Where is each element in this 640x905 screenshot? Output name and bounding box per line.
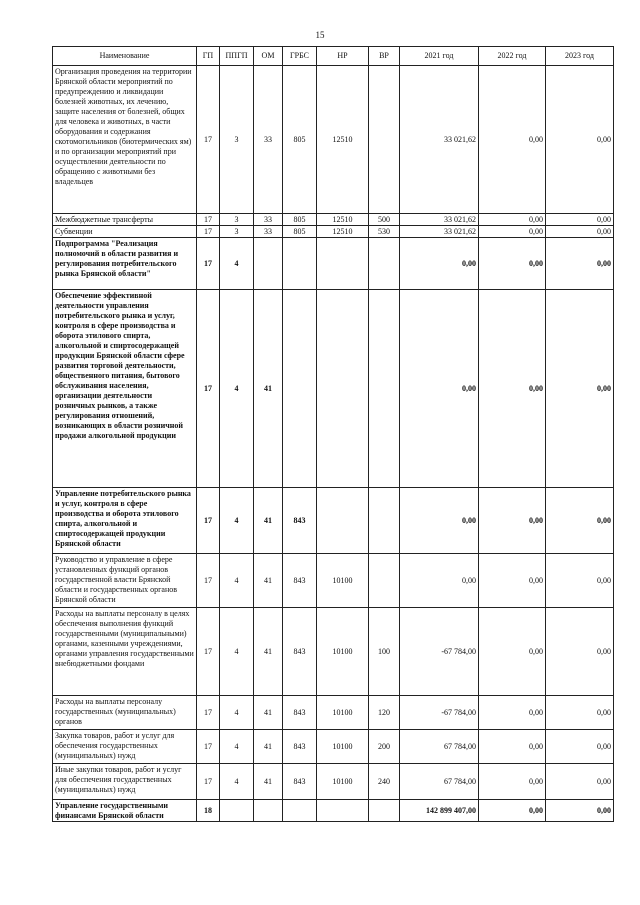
cell-name: Управление государственными финансами Брянской области [53,800,197,822]
cell-vr [369,238,400,290]
table-row [53,226,614,238]
cell-ppgp: 3 [220,226,254,238]
cell-nr: 10100 [317,696,369,730]
cell-ppgp: 4 [220,554,254,608]
cell-2023: 0,00 [546,66,614,214]
cell-name: Организация проведения на территории Брянской области мероприятий по предупреждению и ликвидации болезней животных, их лечению, защите населения от болезней, общих для человека и животных, в части оборудования и содержания скотомогильников (биотермических ям) и по организации мероприятий при осуществлении деятельности по обращению с животными без владельцев [53,66,197,214]
cell-gp: 17 [197,730,220,764]
col-header-2023: 2023 год [546,47,614,66]
cell-2022: 0,00 [479,764,546,800]
cell-nr: 12510 [317,66,369,214]
table-body [53,66,614,822]
cell-grbs [283,800,317,822]
cell-2021: 33 021,62 [400,226,479,238]
cell-vr: 100 [369,608,400,696]
table-row [53,730,614,764]
cell-gp: 17 [197,488,220,554]
cell-gp: 17 [197,696,220,730]
cell-vr: 200 [369,730,400,764]
table-row [53,608,614,696]
cell-gp: 17 [197,764,220,800]
cell-ppgp: 3 [220,66,254,214]
table-row [53,800,614,822]
cell-2021: 33 021,62 [400,214,479,226]
cell-2021: 67 784,00 [400,764,479,800]
cell-2022: 0,00 [479,608,546,696]
cell-nr: 10100 [317,764,369,800]
col-header-om: ОМ [254,47,283,66]
cell-2022: 0,00 [479,238,546,290]
cell-2021: 67 784,00 [400,730,479,764]
col-header-gp: ГП [197,47,220,66]
table-row [53,696,614,730]
cell-om: 33 [254,226,283,238]
cell-vr [369,290,400,488]
cell-grbs: 843 [283,488,317,554]
cell-grbs: 843 [283,696,317,730]
cell-gp: 17 [197,608,220,696]
cell-ppgp: 4 [220,290,254,488]
cell-grbs: 843 [283,554,317,608]
cell-om: 41 [254,554,283,608]
cell-nr: 10100 [317,554,369,608]
cell-nr: 12510 [317,226,369,238]
cell-grbs: 805 [283,226,317,238]
col-header-nr: НР [317,47,369,66]
cell-gp: 17 [197,290,220,488]
cell-vr: 120 [369,696,400,730]
cell-ppgp: 4 [220,730,254,764]
cell-vr [369,554,400,608]
table-row [53,238,614,290]
cell-grbs: 843 [283,730,317,764]
cell-vr [369,488,400,554]
cell-ppgp: 4 [220,764,254,800]
cell-2021: 142 899 407,00 [400,800,479,822]
table-row [53,554,614,608]
cell-2023: 0,00 [546,554,614,608]
col-header-ppgp: ППГП [220,47,254,66]
cell-2022: 0,00 [479,66,546,214]
cell-om: 41 [254,696,283,730]
cell-nr [317,290,369,488]
cell-gp: 17 [197,214,220,226]
cell-grbs: 843 [283,608,317,696]
cell-name: Расходы на выплаты персоналу государственных (муниципальных) органов [53,696,197,730]
col-header-2021: 2021 год [400,47,479,66]
cell-ppgp: 4 [220,608,254,696]
cell-vr: 240 [369,764,400,800]
table-header-row [53,47,614,66]
cell-grbs [283,290,317,488]
cell-gp: 17 [197,238,220,290]
cell-nr [317,488,369,554]
cell-om: 41 [254,730,283,764]
cell-name: Управление потребительского рынка и услуг, контроля в сфере производства и оборота этилового спирта, алкогольной и спиртосодержащей продукции Брянской области [53,488,197,554]
cell-om: 41 [254,488,283,554]
table-row [53,290,614,488]
cell-2022: 0,00 [479,488,546,554]
cell-om [254,800,283,822]
cell-name: Закупка товаров, работ и услуг для обеспечения государственных (муниципальных) нужд [53,730,197,764]
cell-gp: 17 [197,554,220,608]
cell-vr [369,66,400,214]
cell-2023: 0,00 [546,730,614,764]
cell-name: Обеспечение эффективной деятельности управления потребительского рынка и услуг, контроля в сфере производства и оборота этилового спирта, алкогольной и спиртосодержащей продукции Брянской области сфере развития торговой деятельности, общественного питания, бытового обслуживания населения, организации деятельности розничных рынков, а также регулирования отношений, возникающих в области розничной продажи алкогольной продукции [53,290,197,488]
cell-ppgp: 4 [220,696,254,730]
table-row [53,764,614,800]
cell-om [254,238,283,290]
cell-2023: 0,00 [546,800,614,822]
cell-ppgp: 4 [220,238,254,290]
col-header-vr: ВР [369,47,400,66]
cell-ppgp [220,800,254,822]
cell-2023: 0,00 [546,238,614,290]
cell-grbs: 805 [283,66,317,214]
cell-nr: 10100 [317,608,369,696]
budget-table [52,46,614,822]
cell-2022: 0,00 [479,800,546,822]
cell-nr [317,800,369,822]
cell-name: Межбюджетные трансферты [53,214,197,226]
cell-2021: 0,00 [400,488,479,554]
cell-2023: 0,00 [546,290,614,488]
col-header-name: Наименование [53,47,197,66]
cell-om: 41 [254,290,283,488]
cell-nr [317,238,369,290]
cell-2021: 0,00 [400,554,479,608]
col-header-2022: 2022 год [479,47,546,66]
cell-name: Иные закупки товаров, работ и услуг для обеспечения государственных (муниципальных) нужд [53,764,197,800]
cell-vr [369,800,400,822]
cell-2023: 0,00 [546,214,614,226]
cell-2021: 0,00 [400,290,479,488]
cell-grbs: 805 [283,214,317,226]
cell-2023: 0,00 [546,226,614,238]
cell-gp: 18 [197,800,220,822]
cell-om: 33 [254,66,283,214]
cell-2023: 0,00 [546,488,614,554]
cell-nr: 10100 [317,730,369,764]
cell-2023: 0,00 [546,764,614,800]
cell-om: 33 [254,214,283,226]
cell-2021: -67 784,00 [400,696,479,730]
cell-2021: 33 021,62 [400,66,479,214]
cell-name: Подпрограмма "Реализация полномочий в области развития и регулирования потребительского рынка Брянской области" [53,238,197,290]
cell-2022: 0,00 [479,290,546,488]
cell-nr: 12510 [317,214,369,226]
cell-name: Расходы на выплаты персоналу в целях обеспечения выполнения функций государственными (муниципальными) органами, казенными учреждениями, органами управления государственными внебюджетными фондами [53,608,197,696]
cell-2022: 0,00 [479,226,546,238]
cell-name: Субвенции [53,226,197,238]
cell-2023: 0,00 [546,608,614,696]
cell-2022: 0,00 [479,554,546,608]
cell-2022: 0,00 [479,214,546,226]
page-number: 15 [315,30,325,40]
cell-gp: 17 [197,66,220,214]
cell-2023: 0,00 [546,696,614,730]
cell-2022: 0,00 [479,696,546,730]
table-row [53,66,614,214]
cell-ppgp: 3 [220,214,254,226]
cell-om: 41 [254,764,283,800]
cell-vr: 530 [369,226,400,238]
cell-vr: 500 [369,214,400,226]
table-row [53,488,614,554]
cell-ppgp: 4 [220,488,254,554]
cell-gp: 17 [197,226,220,238]
cell-grbs: 843 [283,764,317,800]
cell-2021: 0,00 [400,238,479,290]
cell-om: 41 [254,608,283,696]
cell-name: Руководство и управление в сфере установленных функций органов государственной власти Брянской области и государственных органов Брянской области [53,554,197,608]
col-header-grbs: ГРБС [283,47,317,66]
cell-grbs [283,238,317,290]
table-row [53,214,614,226]
cell-2022: 0,00 [479,730,546,764]
cell-2021: -67 784,00 [400,608,479,696]
